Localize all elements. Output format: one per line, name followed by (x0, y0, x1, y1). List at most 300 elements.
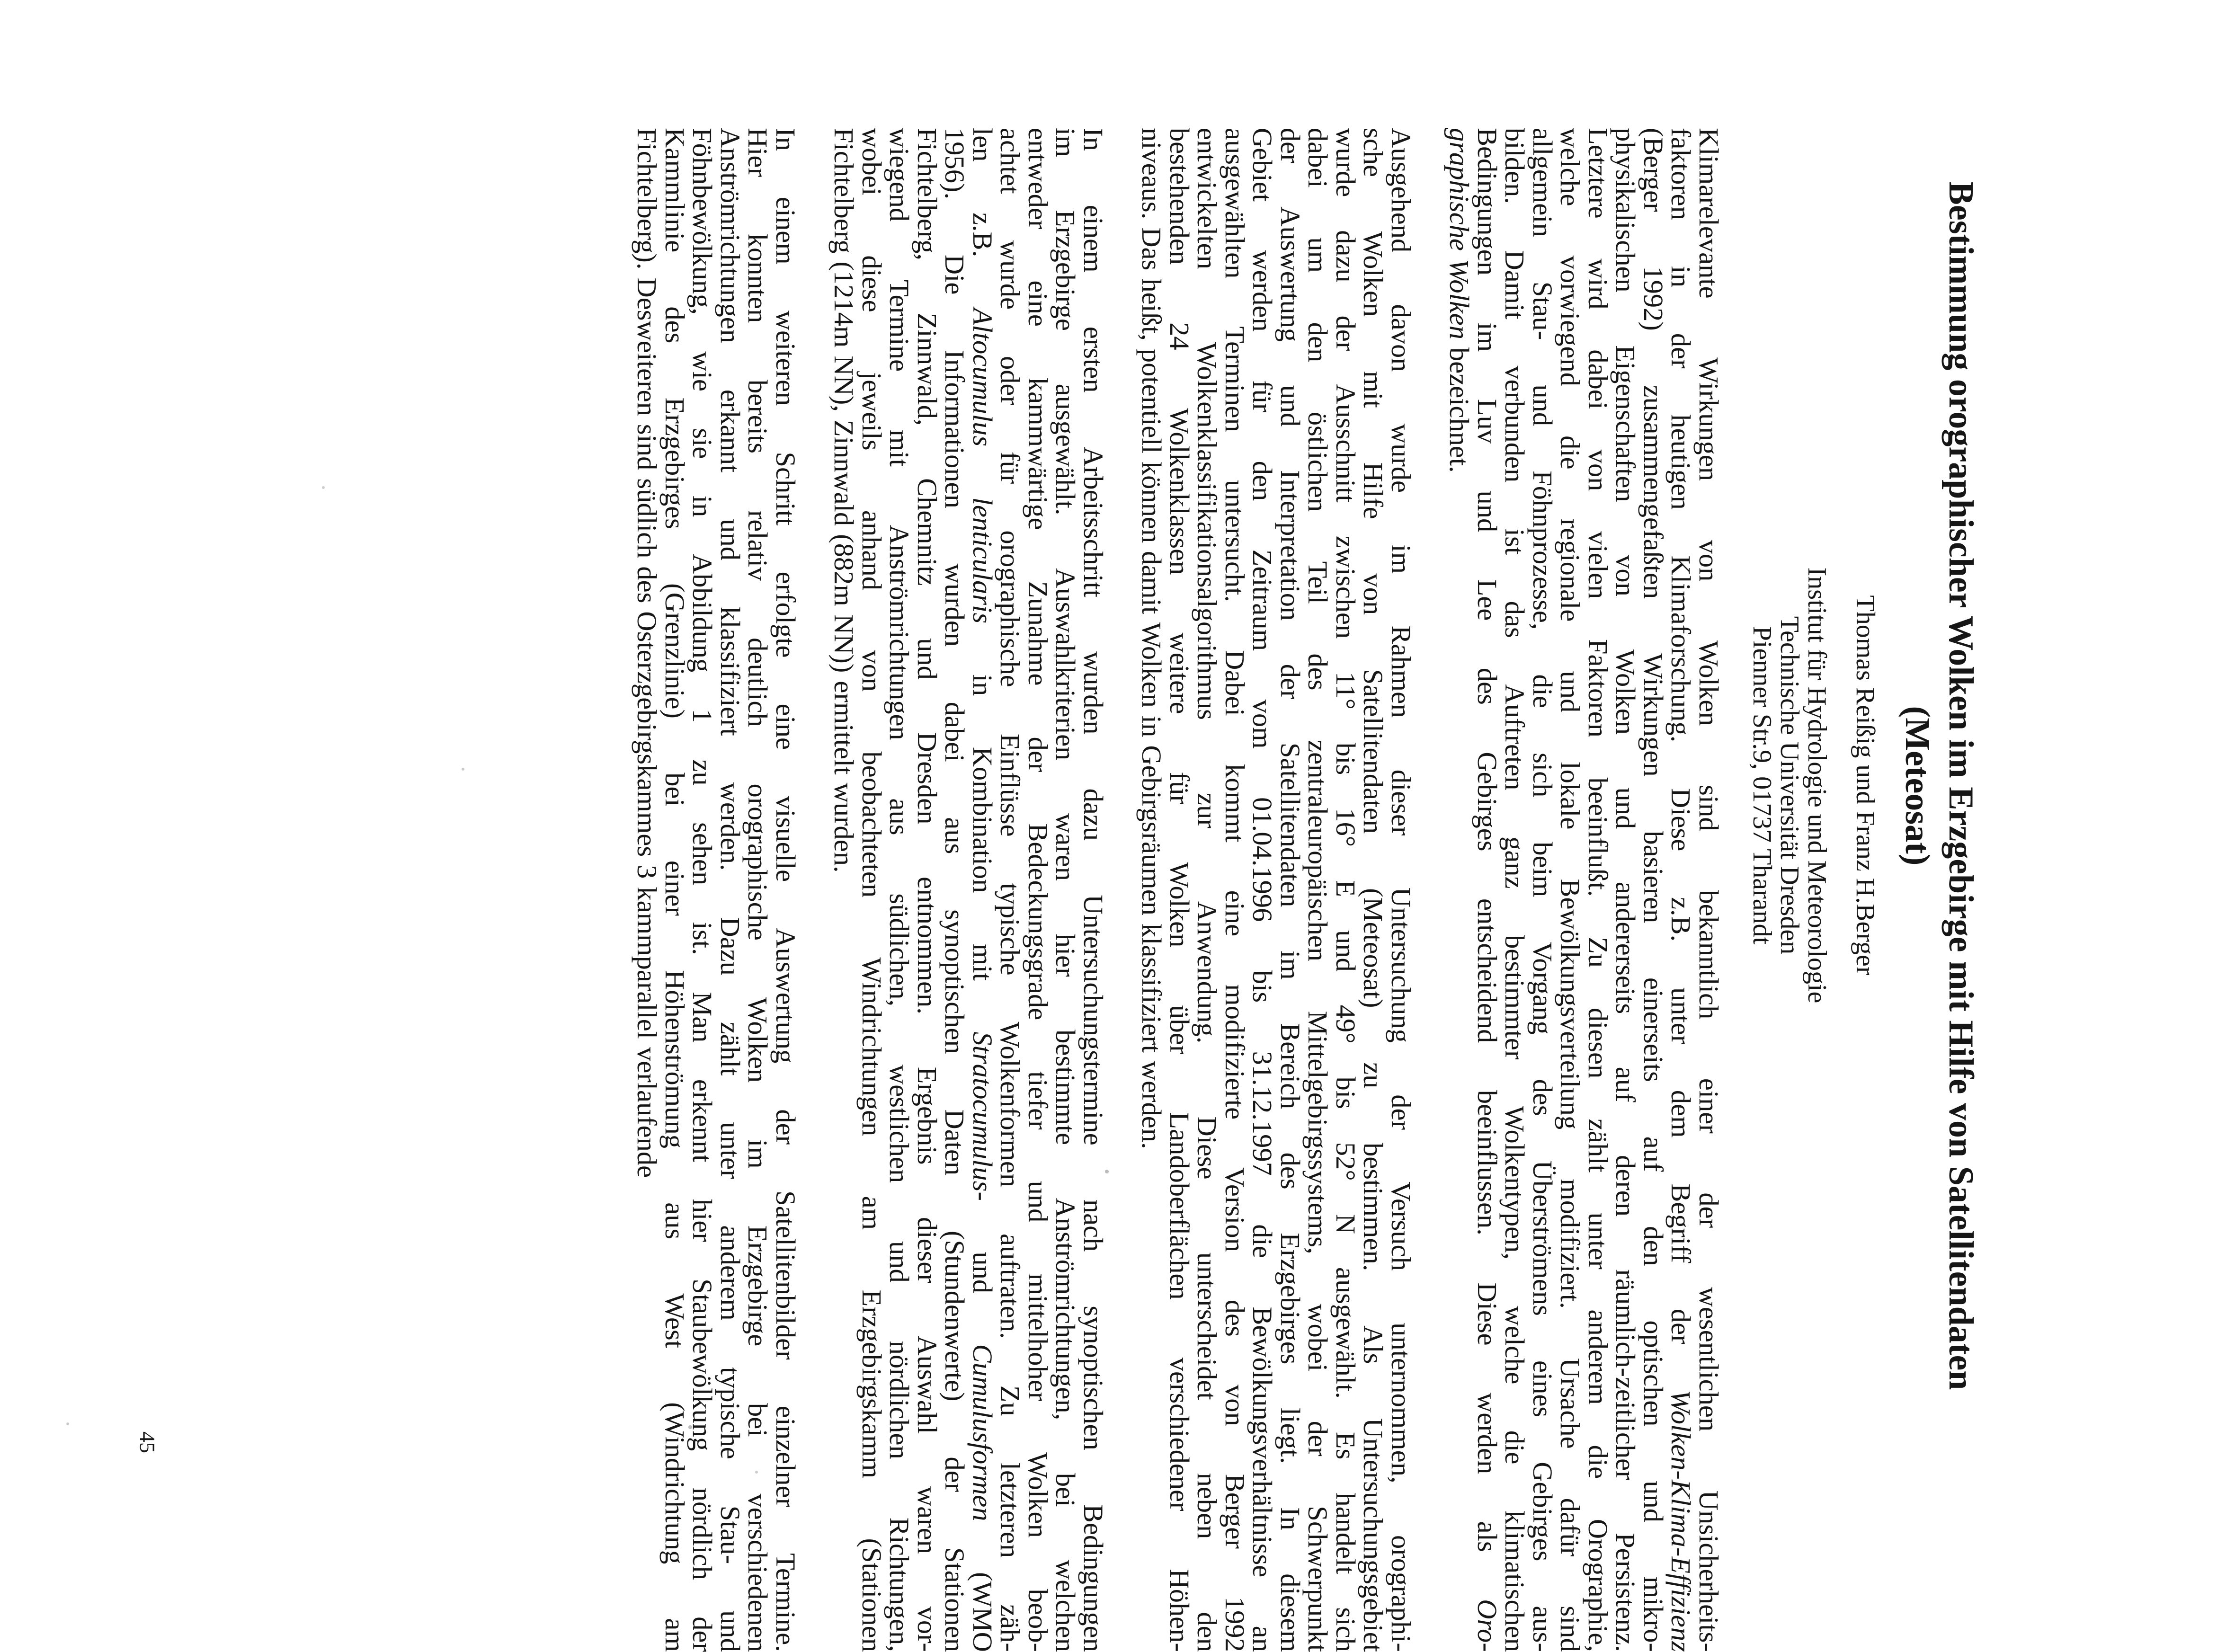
word: im (1386, 544, 1416, 574)
word: Ursache (1555, 1358, 1586, 1449)
word: Osterzgebirgskammes (632, 611, 663, 857)
word: östlichen (1302, 411, 1334, 512)
word: Erzgebirge (742, 1225, 774, 1347)
word: Wolkenklassen (1164, 408, 1195, 575)
word: Man (687, 992, 718, 1043)
word: Abbildung (687, 553, 718, 673)
word: Gebiet (1247, 128, 1278, 202)
word: entwickelten (1192, 128, 1223, 269)
affiliation-address: Pienner Str.9, 01737 Tharandt (1747, 626, 1777, 945)
word: weitere (1164, 632, 1195, 714)
word: Satellitenbilder (770, 1190, 801, 1360)
word: Es (1330, 1431, 1361, 1460)
word: vom (1247, 699, 1278, 749)
word: z.B. (1665, 897, 1697, 942)
word: 1 (687, 709, 718, 723)
word: NN)) (828, 614, 860, 673)
word: ist. (687, 922, 718, 955)
word: jeweils (856, 372, 887, 451)
word: bilden. (1499, 128, 1531, 204)
word: südlichen, (884, 893, 915, 1007)
word: Föhnbewölkung, (687, 128, 718, 315)
word: und (1638, 1481, 1669, 1523)
word: Ausschnitt (1330, 384, 1361, 503)
word: Bedingungen (1472, 128, 1503, 275)
word: (Stundenwerte) (939, 1231, 970, 1402)
word: dieser (1386, 769, 1416, 836)
word: damit (1136, 551, 1167, 614)
word: untersucht. (1220, 480, 1250, 603)
word: N (1330, 1214, 1361, 1235)
word: basieren (1638, 831, 1669, 924)
word: der (1302, 1421, 1334, 1457)
word: wurde (1330, 128, 1361, 197)
text-line (1639, 128, 1667, 1652)
word: letzteren (995, 1462, 1026, 1558)
word: 1956). (939, 128, 970, 200)
word: 52° (1330, 1142, 1361, 1181)
word: waren (1050, 813, 1081, 881)
word: 01.04.1996 (1247, 797, 1278, 922)
text-line (913, 128, 941, 1652)
word: (882m (828, 534, 860, 606)
text-line (1473, 128, 1501, 1652)
word: Faktoren (1583, 639, 1613, 737)
word: Höhenströmung (659, 970, 690, 1149)
word: Schritt (770, 452, 801, 526)
word: Das (1136, 227, 1167, 271)
word: ganz (1499, 836, 1531, 889)
word: zentraleuropäischen (1302, 740, 1334, 961)
page-number: 45 (135, 1431, 160, 1453)
word: 3 (632, 865, 663, 879)
text-line (1193, 128, 1221, 1652)
word: Wolken (1444, 258, 1475, 340)
word: In (770, 128, 801, 151)
word: 1992) (1638, 266, 1669, 331)
word: wird (1583, 258, 1613, 310)
word: Dabei (1220, 650, 1250, 716)
word: Satellitendaten (1275, 742, 1306, 907)
word: wiegend (884, 128, 915, 222)
word: eine (1023, 280, 1053, 327)
word: südlich (632, 478, 663, 559)
word: verschiedener (1164, 1357, 1195, 1511)
word: Termine. (770, 1553, 801, 1652)
word: werden (1247, 250, 1278, 332)
word: dafür (1555, 1498, 1586, 1557)
word: mit (884, 429, 915, 467)
word: Klimarelevante (1693, 128, 1724, 299)
word: der (1665, 333, 1697, 369)
word: am (856, 1196, 887, 1230)
word: Letztere (1583, 128, 1613, 219)
text-line (1556, 128, 1584, 1652)
word: in (687, 495, 718, 517)
word: Zinnwald (828, 419, 860, 526)
word: Mittelgebirgssystems, (1302, 1011, 1334, 1254)
word: den (1192, 1612, 1223, 1652)
word: Bereich (1275, 1023, 1306, 1110)
word: Persistenz. (1610, 1533, 1641, 1652)
word: eines (1527, 1360, 1558, 1418)
word: an (1247, 1625, 1278, 1652)
word: des (1527, 1079, 1558, 1116)
word: Altocumulus (967, 308, 998, 447)
affiliation-institute: Institut für Hydrologie und Meteorologie (1802, 567, 1832, 1004)
word: zu (687, 759, 718, 786)
text-line (1138, 128, 1166, 1652)
word: der (939, 1457, 970, 1492)
word: Auswahlkriterien (1050, 568, 1081, 761)
word: (1214m (828, 261, 860, 348)
word: handelt (1330, 1492, 1361, 1574)
word: Stau- (715, 1505, 746, 1564)
word: Teil (1302, 561, 1334, 604)
word: die (1527, 674, 1558, 709)
word: unterscheidet (1192, 1252, 1223, 1400)
word: Landoberflächen (1164, 1112, 1195, 1300)
word: des (1275, 1152, 1306, 1190)
word: Diese (1665, 788, 1697, 852)
word: des (1472, 667, 1503, 705)
word: bestimmte (1050, 1030, 1081, 1145)
word: niveaus. (1136, 128, 1167, 220)
word: Gebirges (1472, 752, 1503, 852)
word: erfolgte (770, 571, 801, 658)
word: Erzgebirgskamm (856, 1289, 887, 1479)
word: bei (742, 1403, 774, 1437)
text-line (772, 128, 800, 1652)
word: auf (1610, 1066, 1641, 1102)
word: anhand (856, 510, 887, 590)
word: von (1693, 540, 1724, 582)
word: dem (1665, 1090, 1697, 1138)
word: hier (1050, 933, 1081, 977)
word: zur (1192, 792, 1223, 828)
text-line (1359, 128, 1387, 1652)
word: bei (1050, 1473, 1081, 1507)
word: zusammengefaßten (1638, 385, 1669, 599)
word: und (1472, 490, 1503, 533)
word: Bedingungen (1078, 1504, 1109, 1652)
word: regionale (1555, 518, 1586, 622)
text-line (688, 128, 716, 1652)
word: Anströmrichtungen, (1050, 1198, 1081, 1421)
word: im (1275, 950, 1306, 980)
word: diesem (1275, 1573, 1306, 1652)
word: Wirkungen (1693, 357, 1724, 481)
word: Fichtelberg (828, 128, 860, 254)
word: nach (1078, 1199, 1109, 1252)
word: Oro- (1472, 1599, 1503, 1652)
word: bestimmter (1499, 935, 1531, 1060)
word: beim (1527, 842, 1558, 897)
word: und (1555, 671, 1586, 713)
word: dazu (1078, 788, 1109, 841)
word: Zu (995, 1385, 1026, 1416)
word: sind (632, 424, 663, 471)
word: (Grenzlinie) (659, 583, 690, 719)
word: und (1275, 385, 1306, 427)
word: vor- (912, 1606, 943, 1652)
word: als (1472, 1521, 1503, 1552)
affiliation-university: Technische Universität Dresden (1775, 616, 1804, 955)
affiliation (1748, 0, 1831, 1571)
word: über (1164, 1005, 1195, 1055)
word: (Meteosat) (1358, 888, 1389, 1008)
word: wie (687, 351, 718, 391)
word: len (967, 128, 998, 162)
word: Lee (1472, 579, 1503, 621)
word: bei (659, 773, 690, 807)
word: Orographie, (1583, 1519, 1613, 1652)
word: deutlich (742, 638, 774, 727)
word: Wirkungen (1638, 653, 1669, 777)
word: heißt, (1136, 278, 1167, 341)
word: beeinflussen. (1472, 1090, 1503, 1235)
word: der (687, 1616, 718, 1652)
word: der (770, 1109, 801, 1145)
word: eine (770, 703, 801, 750)
word: Chemnitz (912, 478, 943, 586)
word: Wolken (1693, 640, 1724, 726)
word: lenticularis (967, 497, 998, 624)
word: West (659, 1293, 690, 1348)
word: Wolkenklassifikationsalgorithmus (1192, 342, 1223, 720)
word: modifiziert. (1555, 1179, 1586, 1309)
word: die (1555, 435, 1586, 470)
word: Rahmen (1386, 625, 1416, 718)
word: einem (1078, 204, 1109, 273)
word: Anwendung. (1192, 901, 1223, 1044)
word: faktoren (1665, 128, 1697, 220)
word: Kammlinie (659, 128, 690, 253)
text-line (1445, 128, 1473, 1652)
word: sie (687, 428, 718, 459)
word: und (967, 1252, 998, 1294)
word: werden. (1136, 1060, 1167, 1149)
word: vorwiegend (1555, 255, 1586, 386)
text-line (1079, 128, 1107, 1652)
word: ist (1499, 528, 1531, 555)
word: in (1665, 266, 1697, 288)
text-line (1332, 128, 1360, 1652)
word: Gebirges (1527, 1462, 1558, 1562)
word: beobachteten (856, 751, 887, 898)
word: Zeitraum (1247, 549, 1278, 651)
word: wobei (1302, 1304, 1334, 1372)
word: Terminen (1220, 326, 1250, 432)
word: 24 (1164, 322, 1195, 350)
authors: Thomas Reißig und Franz H.Berger (1851, 595, 1880, 976)
word: zählt (715, 1021, 746, 1076)
word: klassifiziert (1136, 923, 1167, 1053)
word: aus (884, 798, 915, 835)
word: Desweiteren (632, 277, 663, 416)
word: Untersuchungstermine (1078, 895, 1109, 1146)
word: Berger (1220, 1474, 1250, 1549)
word: wurden. (828, 782, 860, 873)
word: 1992 (1220, 1596, 1250, 1652)
word: bezeichnet. (1444, 347, 1475, 473)
word: der (1386, 1094, 1416, 1130)
word: Kombination (967, 746, 998, 893)
word: liegt. (1275, 1407, 1306, 1464)
word: nördlichen (884, 1341, 915, 1459)
word: orographi- (1386, 1535, 1416, 1652)
word: mittelhoher (1023, 1273, 1053, 1402)
word: 11° (1330, 672, 1361, 710)
word: Damit (1499, 250, 1531, 320)
word: (WMO (967, 1572, 998, 1652)
word: Dazu (715, 917, 746, 976)
word: dieser (912, 1217, 943, 1283)
word: der (1275, 128, 1306, 163)
word: und (1330, 930, 1361, 972)
word: die (1583, 1445, 1613, 1479)
word: sche (1358, 128, 1389, 177)
text-line (1248, 128, 1276, 1652)
word: kammwärtige (1023, 377, 1053, 530)
text-line (1612, 128, 1639, 1652)
word: Vorgang (1527, 941, 1558, 1035)
word: aus- (1527, 1606, 1558, 1652)
paragraph-3 (830, 128, 1107, 1652)
word: von (1610, 555, 1641, 596)
word: für (1164, 772, 1195, 804)
word: Diese (1472, 1282, 1503, 1346)
word: Termine (884, 280, 915, 372)
word: verlaufende (632, 1047, 663, 1178)
word: Daten (939, 1109, 970, 1176)
word: welchen (1050, 1560, 1081, 1652)
text-line (969, 128, 997, 1652)
word: Zinnwald, (912, 312, 943, 426)
word: E (1330, 880, 1361, 897)
word: heutigen (1665, 414, 1697, 510)
word: NN), (828, 355, 860, 412)
word: Auftreten (1499, 684, 1531, 790)
word: Informationen (939, 350, 970, 508)
word: orographische (742, 783, 774, 941)
word: und (1023, 1181, 1053, 1223)
word: von (1583, 449, 1613, 491)
word: synoptischen (939, 909, 970, 1054)
word: neben (1192, 1473, 1223, 1539)
word: Unsicherheits- (1693, 1490, 1724, 1652)
word: Ergebnis (912, 1066, 943, 1165)
word: für (995, 452, 1026, 484)
word: synoptischen (1078, 1306, 1109, 1450)
word: westlichen (884, 1064, 915, 1183)
word: werden (1472, 1393, 1503, 1474)
word: Schwerpunkt (1302, 1506, 1334, 1652)
word: Arbeitsschritt (1078, 446, 1109, 598)
word: am (659, 1618, 690, 1652)
word: entscheidend (1472, 898, 1503, 1043)
word: um (1302, 237, 1334, 273)
word: davon (1386, 304, 1416, 372)
word: dabei (1583, 349, 1613, 410)
text-line (1276, 128, 1304, 1652)
word: 49° (1330, 1004, 1361, 1044)
word: Cumulusformen (967, 1344, 998, 1521)
word: Stau- (1527, 281, 1558, 340)
word: und (715, 519, 746, 560)
word: und (884, 1241, 915, 1283)
word: graphische (1444, 128, 1475, 251)
word: unter (1583, 1212, 1613, 1270)
word: Wolken (1610, 649, 1641, 735)
word: zäh- (995, 1604, 1026, 1652)
word: und (715, 1610, 746, 1652)
text-line (1667, 128, 1695, 1652)
word: bestimmen. (1358, 1143, 1389, 1271)
word: Zunahme (1023, 581, 1053, 686)
word: Versuch (1386, 1181, 1416, 1271)
word: Anströmrichtungen (884, 524, 915, 740)
word: allgemein (1527, 128, 1558, 237)
word: auftraten. (995, 1234, 1026, 1339)
word: typische (715, 1367, 746, 1459)
word: kammparallel (632, 887, 663, 1039)
word: relativ (742, 510, 774, 581)
word: von (1220, 1384, 1250, 1426)
word: 16° (1330, 808, 1361, 847)
word: bestehenden (1164, 128, 1195, 265)
word: einer (1693, 1078, 1724, 1134)
word: Stationen (939, 1547, 970, 1652)
word: Interpretation (1275, 470, 1306, 621)
word: von (856, 650, 887, 692)
text-line (633, 128, 661, 1652)
word: der (1693, 1192, 1724, 1228)
word: In (1078, 128, 1109, 151)
word: orographische (995, 530, 1026, 687)
word: wurden (1078, 651, 1109, 735)
word: ausgewählten (1220, 128, 1250, 279)
word: Auswertung (1275, 206, 1306, 342)
word: Version (1220, 1167, 1250, 1252)
word: der (1665, 1308, 1697, 1344)
word: 31.12.1997 (1247, 1051, 1278, 1176)
word: des (659, 306, 690, 344)
word: aus (939, 817, 970, 854)
word: In (1275, 1507, 1306, 1530)
word: diesen (1583, 1007, 1613, 1079)
word: Klimaforschung. (1665, 555, 1697, 743)
word: des (632, 566, 663, 604)
text-line (744, 128, 772, 1652)
word: Fichtelberg, (912, 128, 943, 260)
word: z.B. (967, 212, 998, 258)
word: sich (1527, 753, 1558, 798)
word: sehen (687, 822, 718, 886)
word: zu (1358, 1062, 1389, 1089)
word: andererseits (1610, 881, 1641, 1014)
word: dazu (1330, 230, 1361, 283)
text-line (1695, 128, 1723, 1652)
word: Begriff (1665, 1183, 1697, 1263)
word: Diese (1192, 1116, 1223, 1180)
word: mit (967, 943, 998, 981)
text-line (941, 128, 969, 1652)
word: ermittelt (828, 681, 860, 775)
word: Eigenschaften (1610, 345, 1641, 502)
word: optischen (1638, 1320, 1669, 1427)
word: verbunden (1499, 365, 1531, 483)
